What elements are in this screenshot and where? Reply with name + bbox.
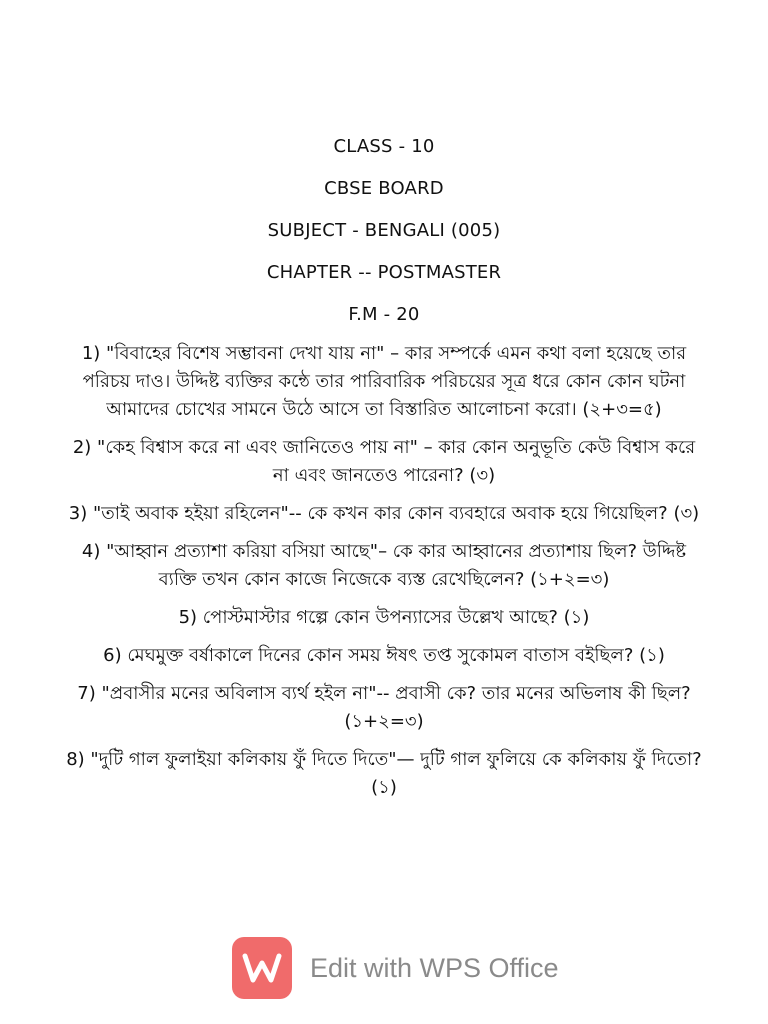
wps-logo-icon[interactable]	[232, 937, 292, 999]
question-4: 4) "আহ্বান প্রত্যাশা করিয়া বসিয়া আছে"– কে কার আহ্বানের প্রত্যাশায় ছিল? উদ্দিষ্ট ব্যক্তি তখন কোন কাজে নিজেকে ব্যস্ত রেখেছিলেন? (১+২=৩)	[81, 541, 687, 590]
document-header	[0, 132, 768, 342]
board-label: CBSE BOARD	[324, 178, 444, 199]
subject-label: SUBJECT - BENGALI (005)	[267, 220, 501, 241]
question-5: 5) পোস্টমাস্টার গল্পে কোন উপন্যাসের উল্লেখ আছে? (১)	[178, 607, 590, 628]
question-8: 8) "দুটি গাল ফুলাইয়া কলিকায় ফুঁ দিতে দিতে"— দুটি গাল ফুলিয়ে কে কলিকায় ফুঁ দিতো? (১)	[66, 749, 702, 798]
question-6: 6) মেঘমুক্ত বর্ষাকালে দিনের কোন সময় ঈষৎ তপ্ত সুকোমল বাতাস বইছিল? (১)	[103, 645, 665, 666]
question-1: 1) "বিবাহের বিশেষ সম্ভাবনা দেখা যায় না" – কার সম্পর্কে এমন কথা বলা হয়েছে তার পরিচয় দাও। উদ্দিষ্ট ব্যক্তির কন্ঠে তার পারিবারিক পরিচয়ের সূত্র ধরে কোন কোন ঘটনা আমাদের চোখের সামনে উঠে আসে তা বিস্তারিত আলোচনা করো। (২+৩=৫)	[81, 343, 687, 420]
question-7: 7) "প্রবাসীর মনের অবিলাস ব্যর্থ হইল না"-- প্রবাসী কে? তার মনের অভিলাষ কী ছিল? (১+২=৩)	[77, 683, 691, 732]
full-marks-label: F.M - 20	[348, 304, 420, 325]
question-3: 3) "তাই অবাক হইয়া রহিলেন"-- কে কখন কার কোন ব্যবহারে অবাক হয়ে গিয়েছিল? (৩)	[68, 503, 700, 524]
question-list	[64, 340, 704, 812]
wps-edit-banner[interactable]	[232, 936, 559, 1000]
wps-edit-label[interactable]: Edit with WPS Office	[310, 952, 559, 983]
chapter-label: CHAPTER -- POSTMASTER	[266, 262, 502, 283]
question-2: 2) "কেহ বিশ্বাস করে না এবং জানিতেও পায় না" – কার কোন অনুভূতি কেউ বিশ্বাস করে না এবং জানতেও পারেনা? (৩)	[72, 437, 696, 486]
class-label: CLASS - 10	[333, 136, 435, 157]
wps-w-glyph	[242, 951, 282, 985]
